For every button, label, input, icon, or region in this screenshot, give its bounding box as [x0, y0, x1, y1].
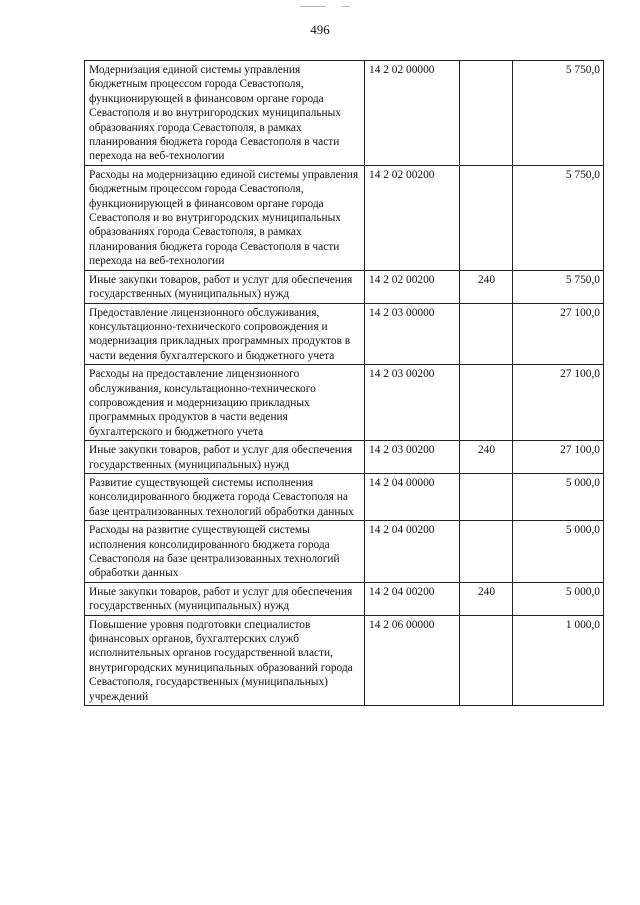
scan-mark [342, 6, 350, 7]
expense-type-cell [460, 521, 513, 583]
target-code-cell: 14 2 04 00200 [365, 521, 460, 583]
expense-type-cell [460, 61, 513, 166]
expense-name-cell: Расходы на предоставление лицензионного обслуживания, консультационно-технического сопровождения и модернизацию прикладных программных продуктов в части ведения бухгалтерского и бюджетного учета [85, 365, 365, 441]
target-code-cell: 14 2 03 00000 [365, 303, 460, 365]
expense-type-cell: 240 [460, 582, 513, 615]
target-code-cell: 14 2 06 00000 [365, 615, 460, 705]
target-code-cell: 14 2 02 00000 [365, 61, 460, 166]
expense-name-cell: Расходы на модернизацию единой системы управления бюджетным процессом города Севастополя, функционирующей в финансовом органе города Севастополя и во внутригородских муниципальных образованиях города Севастополя, в рамках планирования бюджета города Севастополя в части перехода на веб-технологии [85, 165, 365, 270]
table-row [85, 441, 604, 474]
table-row [85, 473, 604, 520]
expense-name-cell: Расходы на развитие существующей системы исполнения консолидированного бюджета города Севастополя на базе централизованных технологий обработки данных [85, 521, 365, 583]
expense-name-cell: Иные закупки товаров, работ и услуг для обеспечения государственных (муниципальных) нужд [85, 441, 365, 474]
amount-cell: 5 000,0 [513, 473, 604, 520]
amount-cell: 5 750,0 [513, 165, 604, 270]
table-row [85, 582, 604, 615]
target-code-cell: 14 2 03 00200 [365, 365, 460, 441]
page-number: 496 [310, 22, 330, 37]
table-row [85, 165, 604, 270]
expense-type-cell: 240 [460, 270, 513, 303]
target-code-cell: 14 2 02 00200 [365, 270, 460, 303]
target-code-cell: 14 2 04 00200 [365, 582, 460, 615]
amount-cell: 5 750,0 [513, 270, 604, 303]
expense-type-cell [460, 615, 513, 705]
amount-cell: 5 000,0 [513, 521, 604, 583]
amount-cell: 27 100,0 [513, 365, 604, 441]
amount-cell: 1 000,0 [513, 615, 604, 705]
expense-type-cell [460, 473, 513, 520]
expense-name-cell: Предоставление лицензионного обслуживания, консультационно-технического сопровождения и модернизация прикладных программных продуктов в части ведения бухгалтерского и бюджетного учета [85, 303, 365, 365]
target-code-cell: 14 2 02 00200 [365, 165, 460, 270]
amount-cell: 27 100,0 [513, 303, 604, 365]
expense-type-cell [460, 303, 513, 365]
amount-cell: 5 750,0 [513, 61, 604, 166]
amount-cell: 27 100,0 [513, 441, 604, 474]
expense-type-cell [460, 365, 513, 441]
table-row [85, 365, 604, 441]
expense-name-cell: Иные закупки товаров, работ и услуг для обеспечения государственных (муниципальных) нужд [85, 582, 365, 615]
table-row [85, 521, 604, 583]
expense-name-cell: Развитие существующей системы исполнения консолидированного бюджета города Севастополя на базе централизованных технологий обработки данных [85, 473, 365, 520]
scan-mark [300, 6, 326, 7]
expense-type-cell [460, 165, 513, 270]
expense-name-cell: Иные закупки товаров, работ и услуг для обеспечения государственных (муниципальных) нужд [85, 270, 365, 303]
expense-name-cell: Повышение уровня подготовки специалистов финансовых органов, бухгалтерских служб исполнительных органов государственной власти, внутригородских муниципальных образований города Севастополя, государственных (муниципальных) учреждений [85, 615, 365, 705]
table-row [85, 270, 604, 303]
table-row [85, 61, 604, 166]
expense-name-cell: Модернизация единой системы управления бюджетным процессом города Севастополя, функционирующей в финансовом органе города Севастополя и во внутригородских муниципальных образованиях города Севастополя, в рамках планирования бюджета города Севастополя в части перехода на веб-технологии [85, 61, 365, 166]
expense-type-cell: 240 [460, 441, 513, 474]
target-code-cell: 14 2 03 00200 [365, 441, 460, 474]
table-row [85, 303, 604, 365]
table-row [85, 615, 604, 705]
amount-cell: 5 000,0 [513, 582, 604, 615]
target-code-cell: 14 2 04 00000 [365, 473, 460, 520]
budget-table [84, 60, 604, 706]
